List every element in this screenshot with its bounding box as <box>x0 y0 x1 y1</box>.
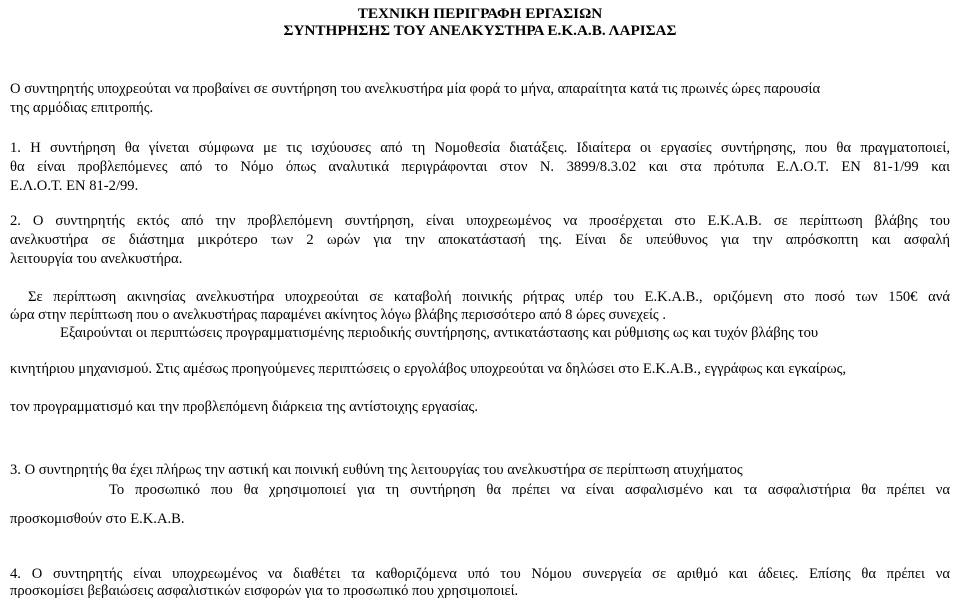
item-2-line-3: λειτουργία του ανελκυστήρα. <box>10 251 183 267</box>
item-1-line-2: θα είναι προβλεπόμενες από το Νόμο όπως αναλυτικά περιγράφονται στον Ν. 3899/8.3.02 και στα πρότυπα Ε.Λ.Ο.Τ. ΕΝ 81-1/99 και <box>10 159 950 175</box>
item-2-line-1: 2. Ο συντηρητής εκτός από την προβλεπόμενη συντήρηση, είναι υποχρεωμένος να προσέρχεται στο Ε.Κ.Α.Β. σε περίπτωση βλάβης του <box>10 213 950 229</box>
item-4-line-2: προσκομίσει βεβαιώσεις ασφαλιστικών εισφορών για το προσωπικό που χρησιμοποιεί. <box>10 583 519 599</box>
intro-paragraph-line-1: Ο συντηρητής υποχρεούται να προβαίνει σε συντήρηση του ανελκυστήρα μία φορά το μήνα, απαραίτητα κατά τις πρωινές ώρες παρουσία <box>10 81 821 97</box>
penalty-paragraph-line-3: Εξαιρούνται οι περιπτώσεις προγραμματισμένης περιοδικής συντήρησης, αντικατάστασης και ρύθμισης ως και τυχόν βλάβης του <box>60 325 819 341</box>
item-1-line-1: 1. Η συντήρηση θα γίνεται σύμφωνα με τις ισχύουσες από τη Νομοθεσία διατάξεις. Ιδιαίτερα οι εργασίες συντήρησης, που θα πραγματοποιεί, <box>10 140 950 156</box>
penalty-paragraph-line-5: τον προγραμματισμό και την προβλεπόμενη διάρκεια της αντίστοιχης εργασίας. <box>10 399 478 415</box>
item-3-line-1: 3. Ο συντηρητής θα έχει πλήρως την αστική και ποινική ευθύνη της λειτουργίας του ανελκυστήρα σε περίπτωση ατυχήματος <box>10 462 743 478</box>
document-title-line-1: ΤΕΧΝΙΚΗ ΠΕΡΙΓΡΑΦΗ ΕΡΓΑΣΙΩΝ <box>357 5 603 22</box>
intro-paragraph-line-2: της αρμόδιας επιτροπής. <box>10 100 154 116</box>
item-4-line-1: 4. Ο συντηρητής είναι υποχρεωμένος να διαθέτει τα καθοριζόμενα υπό του Νόμου συνεργεία σε αριθμό και άδειες. Επίσης θα πρέπει να <box>10 566 950 582</box>
item-3-line-2: Το προσωπικό που θα χρησιμοποιεί για τη συντήρηση θα πρέπει να είναι ασφαλισμένο και τα ασφαλιστήρια θα πρέπει να <box>109 482 950 498</box>
item-2-line-2: ανελκυστήρα σε διάστημα μικρότερο των 2 ωρών για την αποκατάστασή της. Είναι δε υπεύθυνος για την απρόσκοπτη και ασφαλή <box>10 232 950 248</box>
item-1-line-3: Ε.Λ.Ο.Τ. ΕΝ 81-2/99. <box>10 178 139 194</box>
item-3-line-3: προσκομισθούν στο Ε.Κ.Α.Β. <box>10 511 185 527</box>
penalty-paragraph-line-1: Σε περίπτωση ακινησίας ανελκυστήρα υποχρεούται σε καταβολή ποινικής ρήτρας υπέρ του Ε.Κ.Α.Β., οριζόμενη στο ποσό των 150€ ανά <box>28 289 950 305</box>
penalty-paragraph-line-2: ώρα στην περίπτωση που ο ανελκυστήρας παραμένει ακίνητος λόγω βλάβης περισσότερο από 8 ώρες συνεχείς . <box>10 307 666 323</box>
document-title-line-2: ΣΥΝΤΗΡΗΣΗΣ ΤΟΥ ΑΝΕΛΚΥΣΤΗΡΑ Ε.Κ.Α.Β. ΛΑΡΙΣΑΣ <box>283 22 677 39</box>
penalty-paragraph-line-4: κινητήριου μηχανισμού. Στις αμέσως προηγούμενες περιπτώσεις ο εργολάβος υποχρεούται να δηλώσει στο Ε.Κ.Α.Β., εγγράφως και εγκαίρως, <box>10 361 847 377</box>
